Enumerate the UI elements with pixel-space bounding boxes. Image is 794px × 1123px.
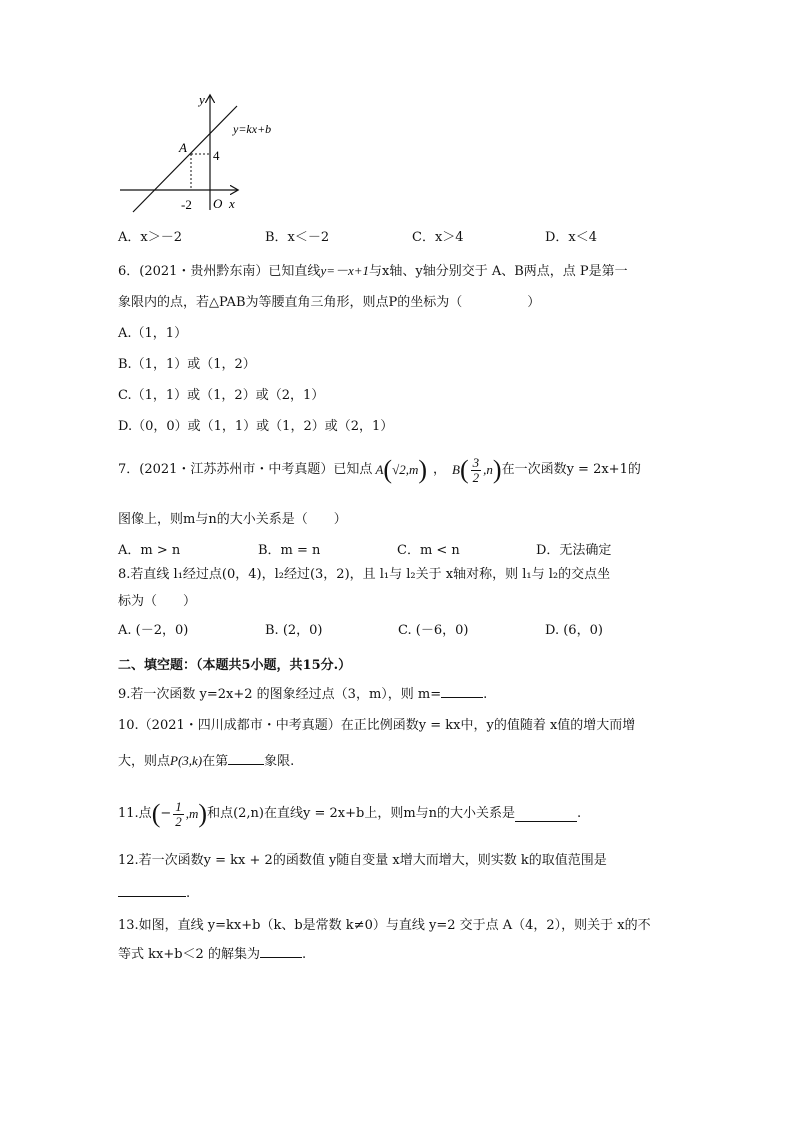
q10-line2: 大，则点P(3,k)在第 象限. (118, 753, 295, 769)
q10-line1: 10.（2021・四川成都市・中考真题）在正比例函数y = kx中，y的值随着 x值的增大而增 (118, 718, 636, 733)
q9-blank (441, 697, 483, 698)
x-axis-label: x (229, 196, 235, 211)
line-label: y=kx+b (233, 122, 272, 136)
q8-option-a: A. (－2，0) (118, 623, 189, 638)
q8-option-c: C. (－6，0) (398, 623, 469, 638)
y-axis-label: y (199, 92, 205, 107)
origin-label: O (213, 196, 223, 211)
q13-line1: 13.如图，直线 y=kx+b（k、b是常数 k≠0）与直线 y=2 交于点 A（4，2），则关于 x的不 (118, 918, 651, 933)
q5-option-a: A．x＞－2 (118, 230, 182, 245)
function-graph (115, 92, 290, 217)
q8-line1: 8.若直线 l₁经过点(0，4)，l₂经过(3，2)，且 l₁与 l₂关于 x轴对称，则 l₁与 l₂的交点坐 (118, 567, 611, 582)
q7-line1: 7．(2021・江苏苏州市・中考真题）已知点 A ( √2,m ) ， B ( $\frac{3}{2}$ ,n ) 在一次函数y = 2x+1的 (118, 454, 641, 485)
q13-line2: 等式 kx+b＜2 的解集为 . (118, 947, 307, 962)
q13-blank (260, 957, 302, 958)
q11-blank (515, 807, 577, 822)
q9-line: 9.若一次函数 y=2x+2 的图象经过点（3，m），则 m= . (118, 687, 488, 702)
q6-line1: 6．(2021・贵州黔东南）已知直线y=－x+1与x轴、y轴分别交于 A、B两点，点 P是第一 (118, 263, 628, 279)
q5-option-c: C．x＞4 (412, 230, 464, 245)
q7-option-c: C．m < n (397, 543, 460, 558)
q7-option-b: B．m = n (258, 543, 321, 558)
q5-option-b: B．x＜－2 (265, 230, 330, 245)
q12-line1: 12.若一次函数y = kx + 2的函数值 y随自变量 x增大而增大，则实数 k的取值范围是 (118, 853, 607, 868)
q6-option-b: B.（1，1）或（1，2） (118, 357, 256, 372)
q6-option-a: A.（1，1） (118, 326, 188, 341)
q8-line2: 标为（ ） (118, 594, 197, 609)
q12-blank (118, 882, 186, 897)
section-title-fill-in: 二、填空题：（本题共5小题，共15分.） (118, 658, 352, 673)
q7-line2: 图像上，则m与n的大小关系是（ ） (118, 512, 347, 527)
q5-option-d: D．x＜4 (545, 230, 598, 245)
q6-line2: 象限内的点，若△PAB为等腰直角三角形，则点P的坐标为（ ） (118, 295, 541, 310)
q6-option-d: D.（0，0）或（1，1）或（1，2）或（2，1） (118, 419, 394, 434)
q10-blank (228, 764, 264, 765)
q8-option-d: D. (6，0) (545, 623, 603, 638)
q8-option-b: B. (2，0) (265, 623, 323, 638)
q12-line2: . (118, 882, 190, 903)
q7-option-a: A．m > n (118, 543, 181, 558)
point-a-label: A (179, 140, 187, 155)
x-value-label: -2 (181, 197, 192, 212)
q11-line: 11.点 ( − $\frac{1}{2}$ ,m ) 和点(2,n)在直线y = 2x+b上，则m与n的大小关系是 . (118, 798, 582, 829)
y-value-label: 4 (213, 148, 220, 163)
q7-option-d: D．无法确定 (536, 543, 612, 558)
q6-option-c: C.（1，1）或（1，2）或（2，1） (118, 388, 325, 403)
